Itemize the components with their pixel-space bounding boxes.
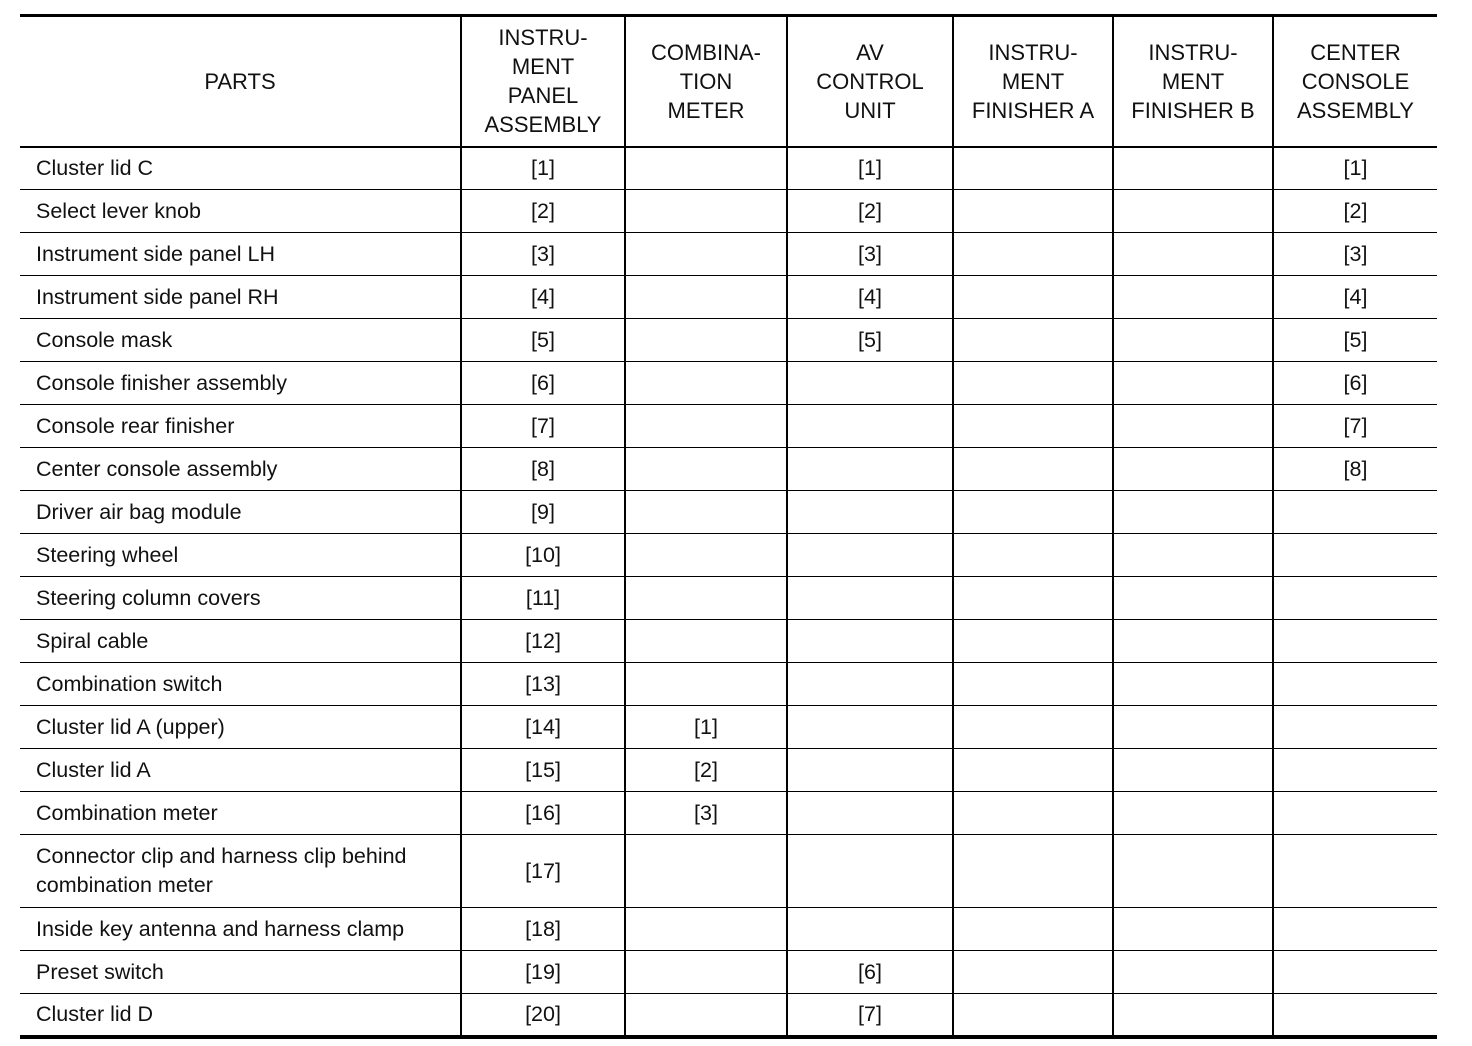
part-name-cell: Inside key antenna and harness clamp (20, 908, 461, 951)
ref-cell-instrument-finisher-b (1113, 147, 1273, 190)
ref-cell-instrument-finisher-a (953, 491, 1113, 534)
ref-cell-instrument-panel-assembly: [10] (461, 534, 625, 577)
ref-cell-av-control-unit (787, 749, 953, 792)
table-row (20, 147, 1437, 190)
ref-cell-instrument-finisher-a (953, 951, 1113, 994)
ref-cell-instrument-finisher-b (1113, 620, 1273, 663)
ref-cell-instrument-finisher-b (1113, 749, 1273, 792)
part-name-cell: Instrument side panel LH (20, 233, 461, 276)
part-name-cell: Combination switch (20, 663, 461, 706)
ref-cell-combination-meter: [3] (625, 792, 787, 835)
ref-cell-center-console-assembly (1273, 534, 1437, 577)
ref-cell-instrument-finisher-a (953, 749, 1113, 792)
ref-cell-combination-meter (625, 233, 787, 276)
ref-cell-instrument-finisher-b (1113, 362, 1273, 405)
ref-cell-instrument-finisher-b (1113, 233, 1273, 276)
part-name-cell: Cluster lid C (20, 147, 461, 190)
part-name-cell: Spiral cable (20, 620, 461, 663)
ref-cell-instrument-finisher-a (953, 233, 1113, 276)
ref-cell-instrument-finisher-a (953, 792, 1113, 835)
ref-cell-center-console-assembly: [1] (1273, 147, 1437, 190)
ref-cell-combination-meter (625, 620, 787, 663)
ref-cell-instrument-panel-assembly: [11] (461, 577, 625, 620)
ref-cell-instrument-finisher-b (1113, 276, 1273, 319)
ref-cell-center-console-assembly (1273, 908, 1437, 951)
ref-cell-instrument-panel-assembly: [3] (461, 233, 625, 276)
ref-cell-av-control-unit (787, 620, 953, 663)
ref-cell-combination-meter (625, 362, 787, 405)
part-name-cell: Driver air bag module (20, 491, 461, 534)
part-name-cell: Console rear finisher (20, 405, 461, 448)
ref-cell-instrument-panel-assembly: [17] (461, 835, 625, 908)
header-instrument-panel-assembly: INSTRU- MENT PANEL ASSEMBLY (461, 16, 625, 147)
ref-cell-instrument-panel-assembly: [8] (461, 448, 625, 491)
ref-cell-instrument-finisher-a (953, 663, 1113, 706)
table-row (20, 994, 1437, 1037)
ref-cell-combination-meter (625, 147, 787, 190)
ref-cell-av-control-unit (787, 448, 953, 491)
ref-cell-instrument-finisher-b (1113, 994, 1273, 1037)
ref-cell-center-console-assembly: [7] (1273, 405, 1437, 448)
ref-cell-instrument-finisher-a (953, 706, 1113, 749)
ref-cell-instrument-panel-assembly: [15] (461, 749, 625, 792)
ref-cell-combination-meter (625, 908, 787, 951)
table-row (20, 749, 1437, 792)
table-row (20, 190, 1437, 233)
ref-cell-instrument-panel-assembly: [1] (461, 147, 625, 190)
ref-cell-instrument-panel-assembly: [20] (461, 994, 625, 1037)
ref-cell-av-control-unit (787, 908, 953, 951)
ref-cell-av-control-unit: [5] (787, 319, 953, 362)
part-name-cell: Steering wheel (20, 534, 461, 577)
ref-cell-av-control-unit: [1] (787, 147, 953, 190)
ref-cell-center-console-assembly: [8] (1273, 448, 1437, 491)
ref-cell-instrument-finisher-b (1113, 792, 1273, 835)
header-parts: PARTS (20, 16, 461, 147)
ref-cell-av-control-unit: [6] (787, 951, 953, 994)
ref-cell-instrument-finisher-a (953, 190, 1113, 233)
table-row (20, 706, 1437, 749)
part-name-cell: Instrument side panel RH (20, 276, 461, 319)
ref-cell-combination-meter (625, 276, 787, 319)
ref-cell-av-control-unit (787, 706, 953, 749)
part-name-cell: Cluster lid D (20, 994, 461, 1037)
table-row (20, 319, 1437, 362)
ref-cell-instrument-panel-assembly: [18] (461, 908, 625, 951)
ref-cell-av-control-unit (787, 362, 953, 405)
table-row (20, 792, 1437, 835)
table-row (20, 620, 1437, 663)
table-row (20, 835, 1437, 908)
ref-cell-combination-meter (625, 405, 787, 448)
part-name-cell: Console mask (20, 319, 461, 362)
header-row (20, 16, 1437, 147)
ref-cell-instrument-finisher-b (1113, 706, 1273, 749)
ref-cell-instrument-panel-assembly: [9] (461, 491, 625, 534)
ref-cell-instrument-finisher-a (953, 534, 1113, 577)
ref-cell-combination-meter (625, 534, 787, 577)
ref-cell-instrument-finisher-a (953, 994, 1113, 1037)
ref-cell-instrument-finisher-a (953, 276, 1113, 319)
ref-cell-av-control-unit (787, 405, 953, 448)
ref-cell-combination-meter: [1] (625, 706, 787, 749)
table-row (20, 908, 1437, 951)
ref-cell-instrument-panel-assembly: [6] (461, 362, 625, 405)
ref-cell-instrument-panel-assembly: [5] (461, 319, 625, 362)
ref-cell-combination-meter (625, 491, 787, 534)
header-center-console-assembly: CENTER CONSOLE ASSEMBLY (1273, 16, 1437, 147)
ref-cell-instrument-panel-assembly: [4] (461, 276, 625, 319)
ref-cell-center-console-assembly (1273, 577, 1437, 620)
ref-cell-instrument-finisher-a (953, 620, 1113, 663)
header-instrument-finisher-a: INSTRU- MENT FINISHER A (953, 16, 1113, 147)
table-row (20, 233, 1437, 276)
ref-cell-av-control-unit (787, 835, 953, 908)
ref-cell-instrument-finisher-b (1113, 951, 1273, 994)
ref-cell-instrument-finisher-b (1113, 319, 1273, 362)
part-name-cell: Cluster lid A (20, 749, 461, 792)
ref-cell-instrument-panel-assembly: [12] (461, 620, 625, 663)
part-name-cell: Preset switch (20, 951, 461, 994)
ref-cell-instrument-finisher-b (1113, 835, 1273, 908)
ref-cell-center-console-assembly: [3] (1273, 233, 1437, 276)
table-row (20, 276, 1437, 319)
ref-cell-av-control-unit (787, 792, 953, 835)
ref-cell-center-console-assembly (1273, 792, 1437, 835)
ref-cell-combination-meter: [2] (625, 749, 787, 792)
ref-cell-instrument-finisher-a (953, 362, 1113, 405)
ref-cell-instrument-finisher-a (953, 319, 1113, 362)
ref-cell-combination-meter (625, 448, 787, 491)
ref-cell-av-control-unit: [2] (787, 190, 953, 233)
table-row (20, 362, 1437, 405)
ref-cell-instrument-panel-assembly: [16] (461, 792, 625, 835)
table-row (20, 534, 1437, 577)
ref-cell-center-console-assembly (1273, 835, 1437, 908)
ref-cell-center-console-assembly (1273, 706, 1437, 749)
ref-cell-av-control-unit: [4] (787, 276, 953, 319)
ref-cell-instrument-finisher-b (1113, 190, 1273, 233)
part-name-cell: Combination meter (20, 792, 461, 835)
ref-cell-instrument-finisher-b (1113, 534, 1273, 577)
ref-cell-instrument-finisher-b (1113, 577, 1273, 620)
ref-cell-instrument-finisher-a (953, 448, 1113, 491)
ref-cell-center-console-assembly: [4] (1273, 276, 1437, 319)
ref-cell-center-console-assembly (1273, 491, 1437, 534)
part-name-cell: Connector clip and harness clip behind combination meter (20, 835, 461, 908)
ref-cell-instrument-panel-assembly: [13] (461, 663, 625, 706)
ref-cell-center-console-assembly: [5] (1273, 319, 1437, 362)
part-name-cell: Center console assembly (20, 448, 461, 491)
ref-cell-instrument-finisher-a (953, 835, 1113, 908)
ref-cell-center-console-assembly: [2] (1273, 190, 1437, 233)
ref-cell-instrument-finisher-a (953, 405, 1113, 448)
part-name-cell: Cluster lid A (upper) (20, 706, 461, 749)
header-instrument-finisher-b: INSTRU- MENT FINISHER B (1113, 16, 1273, 147)
header-av-control-unit: AV CONTROL UNIT (787, 16, 953, 147)
ref-cell-instrument-finisher-a (953, 147, 1113, 190)
ref-cell-av-control-unit: [7] (787, 994, 953, 1037)
table-row (20, 405, 1437, 448)
ref-cell-instrument-finisher-b (1113, 448, 1273, 491)
ref-cell-instrument-finisher-b (1113, 491, 1273, 534)
ref-cell-instrument-panel-assembly: [7] (461, 405, 625, 448)
part-name-cell: Console finisher assembly (20, 362, 461, 405)
table-row (20, 663, 1437, 706)
ref-cell-instrument-finisher-b (1113, 405, 1273, 448)
ref-cell-center-console-assembly (1273, 951, 1437, 994)
ref-cell-instrument-panel-assembly: [19] (461, 951, 625, 994)
ref-cell-center-console-assembly (1273, 620, 1437, 663)
ref-cell-av-control-unit (787, 663, 953, 706)
ref-cell-combination-meter (625, 951, 787, 994)
ref-cell-combination-meter (625, 319, 787, 362)
ref-cell-av-control-unit (787, 534, 953, 577)
ref-cell-av-control-unit (787, 491, 953, 534)
ref-cell-av-control-unit (787, 577, 953, 620)
ref-cell-center-console-assembly (1273, 663, 1437, 706)
ref-cell-combination-meter (625, 835, 787, 908)
ref-cell-instrument-finisher-a (953, 577, 1113, 620)
table-row (20, 448, 1437, 491)
ref-cell-combination-meter (625, 577, 787, 620)
header-combination-meter: COMBINA- TION METER (625, 16, 787, 147)
ref-cell-combination-meter (625, 994, 787, 1037)
parts-removal-table (20, 14, 1437, 1039)
ref-cell-av-control-unit: [3] (787, 233, 953, 276)
table-row (20, 491, 1437, 534)
ref-cell-combination-meter (625, 663, 787, 706)
table-row (20, 951, 1437, 994)
part-name-cell: Select lever knob (20, 190, 461, 233)
ref-cell-center-console-assembly: [6] (1273, 362, 1437, 405)
part-name-cell: Steering column covers (20, 577, 461, 620)
ref-cell-instrument-panel-assembly: [2] (461, 190, 625, 233)
ref-cell-center-console-assembly (1273, 749, 1437, 792)
table-row (20, 577, 1437, 620)
ref-cell-instrument-finisher-b (1113, 663, 1273, 706)
ref-cell-combination-meter (625, 190, 787, 233)
ref-cell-instrument-finisher-b (1113, 908, 1273, 951)
ref-cell-instrument-finisher-a (953, 908, 1113, 951)
ref-cell-center-console-assembly (1273, 994, 1437, 1037)
ref-cell-instrument-panel-assembly: [14] (461, 706, 625, 749)
